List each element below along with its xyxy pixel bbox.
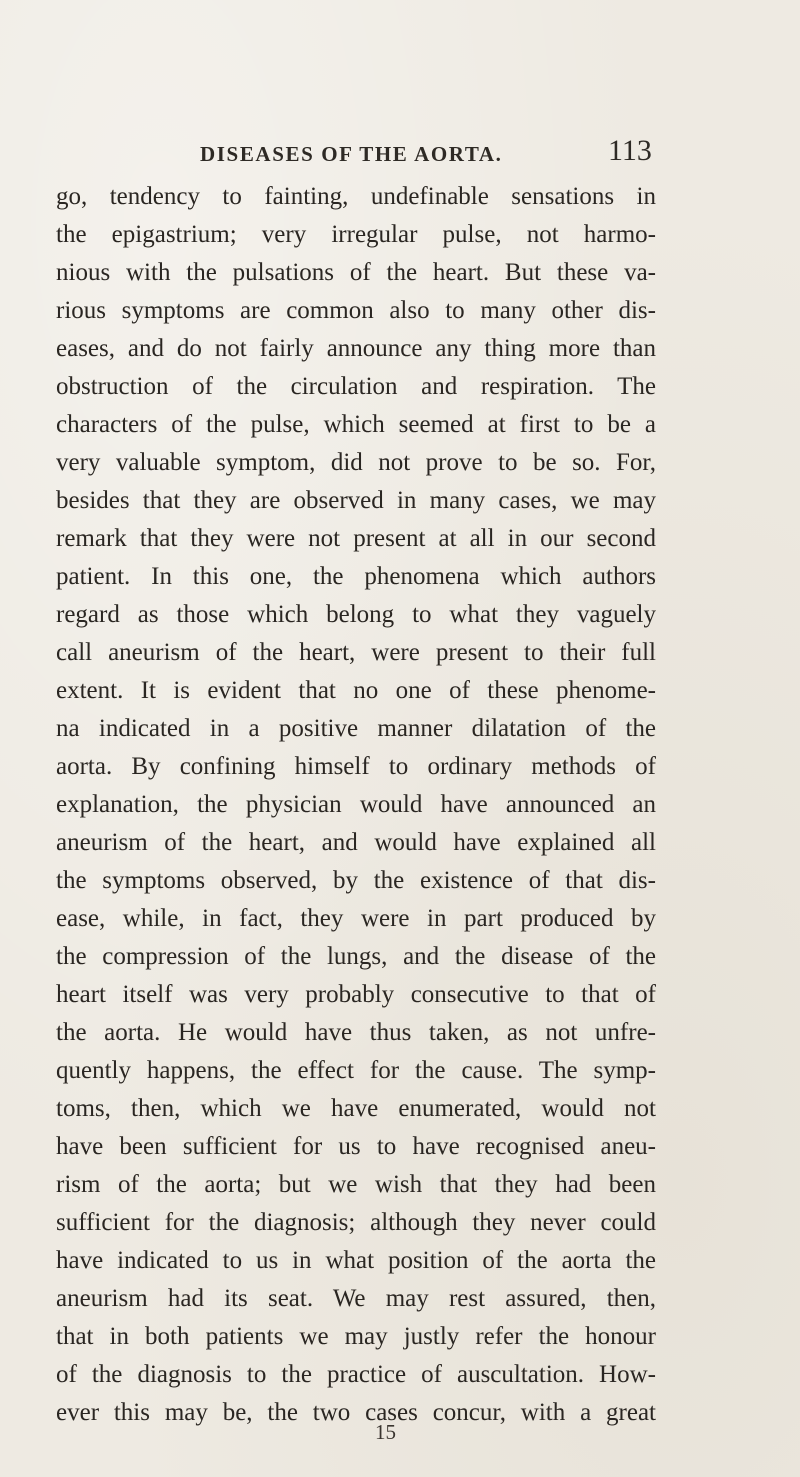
text-line: the epigastrium; very irregular pulse, not harmo- bbox=[56, 221, 656, 248]
text-line: explanation, the physician would have announced an bbox=[56, 791, 656, 818]
text-line: regard as those which belong to what they vaguely bbox=[56, 601, 656, 628]
text-line: the symptoms observed, by the existence of that dis- bbox=[56, 867, 656, 894]
running-head bbox=[0, 134, 800, 172]
text-line: extent. It is evident that no one of these phenome- bbox=[56, 677, 656, 704]
text-line: obstruction of the circulation and respiration. The bbox=[56, 373, 656, 400]
text-line: eases, and do not fairly announce any thing more than bbox=[56, 335, 656, 362]
text-line: rious symptoms are common also to many other dis- bbox=[56, 297, 656, 324]
text-line: toms, then, which we have enumerated, would not bbox=[56, 1095, 656, 1122]
text-line: aneurism had its seat. We may rest assured, then, bbox=[56, 1285, 656, 1312]
text-line: the compression of the lungs, and the disease of the bbox=[56, 943, 656, 970]
text-line: have been sufficient for us to have recognised aneu- bbox=[56, 1133, 656, 1160]
signature-mark: 15 bbox=[375, 1420, 396, 1444]
text-line: very valuable symptom, did not prove to be so. For, bbox=[56, 449, 656, 476]
text-line: aneurism of the heart, and would have explained all bbox=[56, 829, 656, 856]
text-line: go, tendency to fainting, undefinable sensations in bbox=[56, 183, 656, 210]
text-line: characters of the pulse, which seemed at first to be a bbox=[56, 411, 656, 438]
text-line: besides that they are observed in many cases, we may bbox=[56, 487, 656, 514]
text-line: ever this may be, the two cases concur, with a great bbox=[56, 1399, 656, 1426]
text-line: patient. In this one, the phenomena which authors bbox=[56, 563, 656, 590]
text-line: of the diagnosis to the practice of auscultation. How- bbox=[56, 1361, 656, 1388]
text-line: sufficient for the diagnosis; although they never could bbox=[56, 1209, 656, 1236]
text-line: rism of the aorta; but we wish that they had been bbox=[56, 1171, 656, 1198]
running-title: DISEASES OF THE AORTA. bbox=[200, 142, 503, 166]
text-line: heart itself was very probably consecutive to that of bbox=[56, 981, 656, 1008]
text-line: that in both patients we may justly refer the honour bbox=[56, 1323, 656, 1350]
page-number: 113 bbox=[608, 134, 652, 167]
text-line: nious with the pulsations of the heart. But these va- bbox=[56, 259, 656, 286]
text-line: the aorta. He would have thus taken, as not unfre- bbox=[56, 1019, 656, 1046]
text-line: quently happens, the effect for the cause. The symp- bbox=[56, 1057, 656, 1084]
text-line: have indicated to us in what position of the aorta the bbox=[56, 1247, 656, 1274]
text-line: na indicated in a positive manner dilatation of the bbox=[56, 715, 656, 742]
text-line: remark that they were not present at all in our second bbox=[56, 525, 656, 552]
text-line: ease, while, in fact, they were in part produced by bbox=[56, 905, 656, 932]
text-line: aorta. By confining himself to ordinary methods of bbox=[56, 753, 656, 780]
text-line: call aneurism of the heart, were present to their full bbox=[56, 639, 656, 666]
